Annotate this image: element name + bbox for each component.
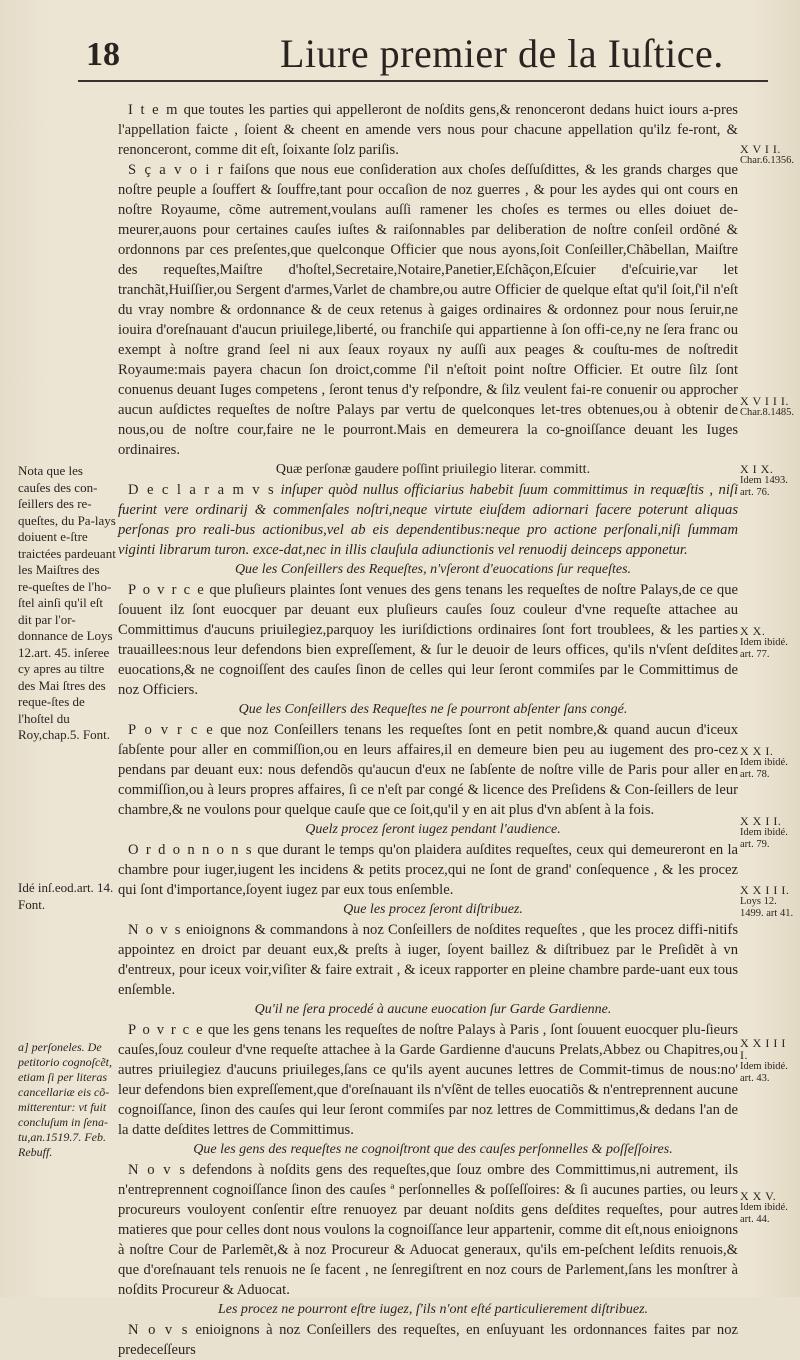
section-heading: Les procez ne pourront eſtre iugez, ſ'ils n'ont eſté particulierement diſtribuez. (217, 1302, 649, 1317)
paragraph-text: defendons à noſdits gens des requeſtes,que ſouz ombre des Committimus,ni autrement, ils n'entreprennent cognoiſſance ſinon des cauſes ª perſonnelles & poſſeſſoires: & ſi aucunes parties, ou leurs procureurs vouloyent conſentir eſtre renuoyez par deuant noſdits gens deſdites requeſtes, pour autres matieres que pour celles dont nous voulons la cognoiſſance leur appartenir, comme dit eſt,nous enioignons à noſtre Cour de Parlemẽt,& à noz Procureur & Aduocat generaux, qu'ils em-peſchent leſdits renuois,& que d'oreſnauant tels renuois ne ſe facent , ne ſenregiſtrent en noz cours de Parlement,ſans les monſtrer à noſdits Procureur & Aduocat. (118, 1162, 738, 1298)
left-margin-note: Nota que les cauſes des con-ſeillers des re-queſtes, du Pa-lays doiuent e-ſtre traictées pardeuant les Maiſtres des re-queſtes de l'ho-ſtel ainſi qu'il eſt dit par l'or-donnance de Loys 12.art. 45. inſeree cy apres au tiltre des Mai ſtres des reque-ſtes de l'hoſtel du Roy,chap.5. Font. (18, 463, 116, 742)
article-citation: Idem ibidé. art. 78. (740, 757, 788, 780)
paragraph-lead: N o v s (128, 1162, 187, 1178)
article-number: X X. (740, 624, 766, 638)
right-margin-ref (740, 815, 794, 851)
article-citation: Loys 12. 1499. art 41. (740, 896, 794, 919)
paragraph (118, 920, 738, 1000)
paragraph (118, 580, 738, 700)
paragraph-lead: N o v s (128, 922, 182, 938)
article-number: X X I I. (740, 814, 782, 828)
article-citation: Idem ibidé. art. 79. (740, 827, 788, 850)
paragraph-text: inſuper quòd nullus officiarius habebit ſuum committimus in requæſtis , niſi fuerint vere ordinarij & commenſales noſtri,neque virtute eiuſdem adiornari facere poterunt aliquas perſonas pro reali-bus actionibus,vel ab eis dependentibus:neque pro actione perſonali,niſi ſummam viginti librarum turon. exce-dat,nec in illis clauſula adiunctionis vel renuodij deinceps apponetur. (118, 482, 738, 558)
article-citation: Idem ibidé. art. 44. (740, 1202, 788, 1225)
paragraph-text: faiſons que nous eue conſideration aux choſes deſſuſdittes, & les grands charges que noſtre peuple a ſouffert & ſouffre,tant pour occaſion de noz guerres , & pour les aydes qui ont cours en noſtre Royaume, cõme autrement,voulans auſſi ramener les choſes es termes ou elles doiuet de-meurer,auons pour certaines cauſes iuſtes & raiſonnables par deliberation de noſtre conſeil ordõné & ordonnons par ces preſentes,que quelconque Officier que nous ayons,ſoit Conſeiller,Chãbellan, Maiſtre des requeſtes,Maiſtre d'hoſtel,Secretaire,Notaire,Panetier,Eſchãçon,Eſcuier d'eſcuirie,var let tranchãt,Huiſſier,ou Sergent d'armes,Varlet de chambre,ou autre Officier de quelque eſtat qu'il ſoit,ſ'il n'eſt du vray nombre & ordonnance & de ceux retenus à gaiges ordinaires & ordonnez pour nous ſeruir,ne iouira d'oreſnauant d'aucun priuilege,liberté, ou franchiſe qui appartienne à ſon offi-ce,ny ne ſera franc ou exempt à noſtre grand ſeel ni aux ſeaux royaux ny auſſi aux peages & couſtu-mes de noſtredit Royaume:mais payera chacun ſon droict,comme ſ'il n'eſtoit point noſtre Officier. Et outre ſilz ſont conuenus deuant Iuges competens , ſeront tenus d'y reſpondre, & ſilz veulent fai-re conuenir ou approcher aucun auſdictes requeſtes de noſtre Palays par vertu de quelconques let-tres obtenues,ou à obtenir de nous,ou de noſtre cour,faire ne le pourront.Mais en demeurera la co-gnoiſſance deuant les Iuges ordinaires. (118, 162, 738, 458)
paragraph (118, 1020, 738, 1140)
article-number: X X V. (740, 1189, 777, 1203)
latin-paragraph (118, 480, 738, 560)
right-margin-ref (740, 395, 794, 419)
article-citation: Idem ibidé. art. 43. (740, 1061, 788, 1084)
article-number: X X I I I. (740, 883, 790, 897)
article-number: X X I. (740, 744, 774, 758)
section-heading: Que les Conſeillers des Requeſtes ne ſe pourront abſenter ſans congé. (238, 702, 628, 717)
paragraph-lead: P o v r c e (128, 582, 206, 598)
article-number: X V I I. (740, 142, 781, 156)
paragraph (118, 840, 738, 900)
article-citation: Idem 1493. art. 76. (740, 475, 788, 498)
paragraph-lead: P o v r c e (128, 722, 215, 738)
right-margin-ref (740, 625, 794, 661)
right-margin-ref (740, 1190, 794, 1226)
paragraph (118, 720, 738, 820)
article-citation: Char.6.1356. (740, 155, 794, 166)
paragraph-text: que durant le temps qu'on plaidera auſdites requeſtes, ceux qui demeureront en la chambre pour iuger,iugent les incidens & petits procez,qui ne ſont de grand' conſequence , & les procez qui ſont d'importance,ſoyent iugez par eux tous enſemble. (118, 842, 738, 898)
paragraph (118, 1160, 738, 1300)
paragraph-text: que noz Conſeillers tenans les requeſtes ſont en petit nombre,& quand aucun d'iceux ſabſente pour aller en commiſſion,ou en leurs affaires,il en demeure bien peu au iugement des pro-cez pendans par deuant eux: nous defendõs qu'aucun d'eux ne ſabſente de noſtre ville de Paris pour aller en commiſſion,ou à leurs propres affaires, ſi ce n'eſt par congé & licence des Preſidens & Con-ſeillers de leur chambre,& ne voulons pour quelque cauſe que ce ſoit,qu'il y en ait plus d'vn abſent à la fois. (118, 722, 738, 818)
left-margin-note: a] perſoneles. De petitorio cognoſcẽt, etiam ſi per literas cancellariæ eis cõ-mitterentur: vt fuit concluſum in ſena-tu,an.1519.7. Feb. Rebuff. (18, 1040, 112, 1159)
main-text (118, 100, 738, 1360)
article-number: X V I I I. (740, 394, 789, 408)
right-margin-ref (740, 143, 794, 167)
paragraph-lead: N o v s (128, 1322, 189, 1338)
paragraph-lead: S ç a v o i r (128, 162, 225, 178)
left-margin-note: Idé inſ.eod.art. 14. Font. (18, 880, 114, 912)
paragraph-text: que pluſieurs plaintes ſont venues des gens tenans les requeſtes de noſtre Palays,de ce que ſouuent ilz ſont euocquer par deuant eux pluſieurs cauſes ſouz couleur d'vne requeſte attachee au Committimus d'aucuns priuilegiez,parquoy les iuriſdictions ordinaires ſont fort troublees, & les parties trauaillees:nous leur defendons bien expreſſement, & ſur le deuoir de leurs offices, qu'ils n'vſent deſdites euocations,& ne cognoiſſent des cauſes ſinon de celles qui leur ſeront commiſes par le Committimus de noz Officiers. (118, 582, 738, 698)
right-margin-ref (740, 1037, 794, 1085)
section-heading: Que les Conſeillers des Requeſtes, n'vſeront d'euocations ſur requeſtes. (234, 562, 632, 577)
section-heading: Quelz procez ſeront iugez pendant l'audience. (305, 822, 561, 837)
paragraph-text: enioignons à noz Conſeillers des requeſtes, en enſuyuant les ordonnances faites par noz predeceſſeurs (118, 1322, 739, 1358)
section-heading: Quæ perſonæ gaudere poſſint priuilegio literar. committ. (275, 462, 591, 477)
article-number: X X I I I I. (740, 1036, 786, 1062)
right-margin-ref (740, 745, 794, 781)
article-citation: Char.8.1485. (740, 407, 794, 418)
section-heading: Que les procez ſeront diſtribuez. (343, 902, 523, 917)
paragraph (118, 100, 738, 160)
running-title: Liure premier de la Iuſtice. (280, 31, 724, 76)
paragraph-lead: P o v r c e (128, 1022, 205, 1038)
paragraph-text: enioignons & commandons à noz Conſeillers de noſdites requeſtes , que les procez diffi-nitifs appointez en droict par deuant eux,& preſts à iuger, ſoyent baillez & diſtribuez par le Preſidẽt à vn d'entreux, pour iceux voir,viſiter & faire extrait , & iceux rapporter en pleine chambre parde-uant eux tous enſemble. (118, 922, 738, 998)
page-number: 18 (86, 36, 120, 73)
paragraph (118, 1320, 738, 1360)
paragraph-text: que les gens tenans les requeſtes de noſtre Palays à Paris , ſont ſouuent euocquer plu-ſieurs cauſes,ſouz couleur d'vne requeſte attachee à la Garde Gardienne d'aucuns Prelats,Abbez ou Chapitres,ou autres priuilegiez d'aucuns priuileges,ſans ce qu'ils ayent aucunes lettres de Commit-timus de nous:no' leur defendons bien expreſſement,que d'oreſnauant ils n'vſẽnt de telles euocatiõs & n'entreprennent aucune cognoiſſance, ſinon des cauſes qui leur ſeront commiſes par noz lettres de Committimus,& dedans l'an de la datte deſdites lettres de Committimus. (118, 1022, 738, 1138)
paragraph-lead: O r d o n n o n s (128, 842, 254, 858)
paragraph-lead: I t e m (128, 102, 179, 118)
article-number: X I X. (740, 462, 774, 476)
paragraph-lead: D e c l a r a m v s (128, 482, 276, 498)
paragraph-text: que toutes les parties qui appelleront de noſdits gens,& renonceront dedans huict iours a-pres l'appellation faicte , ſoient & cheent en amende vers nous pour chacune appellation qu'ilz fe-ront, & renonceront, comme dit eſt, ſoixante ſolz pariſis. (118, 102, 738, 158)
section-heading: Qu'il ne ſera procedé à aucune euocation ſur Garde Gardienne. (254, 1002, 612, 1017)
right-margin-ref (740, 884, 794, 920)
header-rule (78, 80, 768, 82)
paragraph (118, 160, 738, 460)
article-citation: Idem ibidé. art. 77. (740, 637, 788, 660)
section-heading: Que les gens des requeſtes ne cognoiſtront que des cauſes perſonnelles & poſſeſſoires. (193, 1142, 673, 1157)
right-margin-ref (740, 463, 794, 499)
